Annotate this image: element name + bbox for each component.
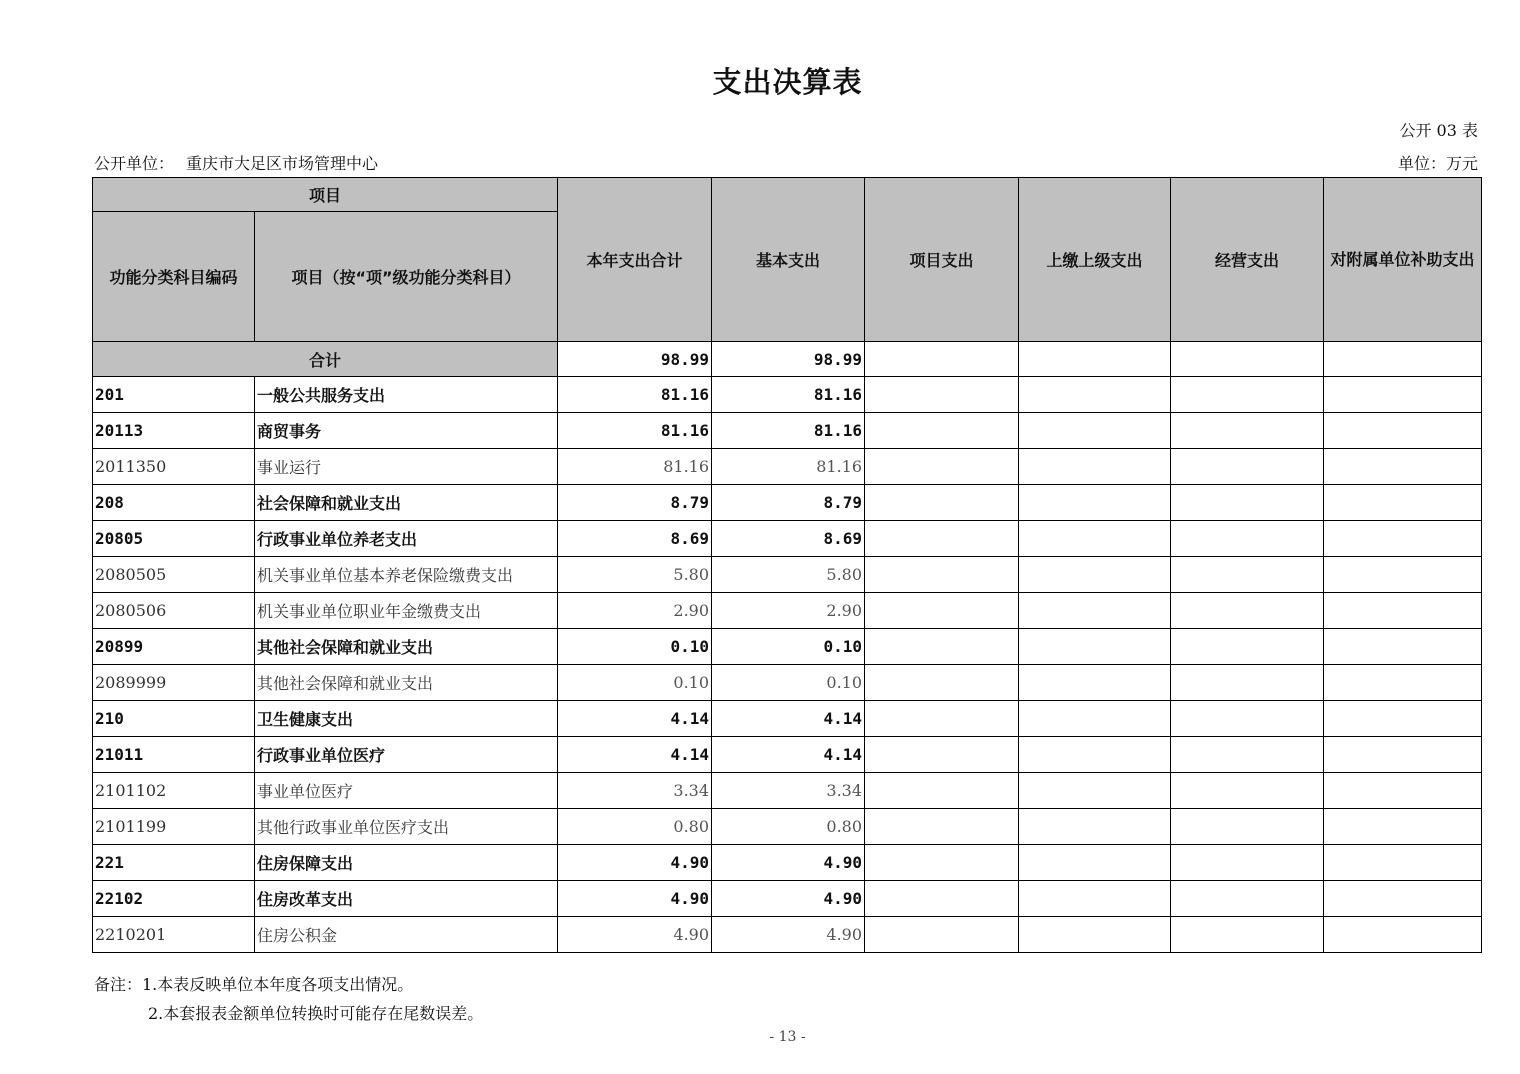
cell-upper bbox=[1019, 845, 1171, 881]
cell-business bbox=[1171, 665, 1324, 701]
header-code: 功能分类科目编码 bbox=[93, 212, 255, 342]
cell-project bbox=[865, 593, 1019, 629]
cell-name: 事业单位医疗 bbox=[255, 773, 558, 809]
summary-basic: 98.99 bbox=[712, 342, 865, 377]
summary-upper bbox=[1019, 342, 1171, 377]
cell-name: 行政事业单位医疗 bbox=[255, 737, 558, 773]
cell-total: 3.34 bbox=[558, 773, 712, 809]
cell-business bbox=[1171, 521, 1324, 557]
cell-basic: 4.90 bbox=[712, 845, 865, 881]
cell-subsidy bbox=[1324, 665, 1482, 701]
header-subsidy: 对附属单位补助支出 bbox=[1324, 178, 1482, 342]
cell-name: 卫生健康支出 bbox=[255, 701, 558, 737]
note-1: 备注：1.本表反映单位本年度各项支出情况。 bbox=[94, 975, 414, 994]
cell-basic: 4.90 bbox=[712, 881, 865, 917]
cell-total: 4.14 bbox=[558, 701, 712, 737]
cell-total: 2.90 bbox=[558, 593, 712, 629]
cell-name: 其他社会保障和就业支出 bbox=[255, 629, 558, 665]
table-row bbox=[93, 773, 1482, 809]
cell-subsidy bbox=[1324, 449, 1482, 485]
cell-total: 0.80 bbox=[558, 809, 712, 845]
cell-upper bbox=[1019, 737, 1171, 773]
table-row bbox=[93, 557, 1482, 593]
cell-project bbox=[865, 521, 1019, 557]
summary-business bbox=[1171, 342, 1324, 377]
summary-row bbox=[93, 342, 1482, 377]
cell-project bbox=[865, 449, 1019, 485]
cell-business bbox=[1171, 377, 1324, 413]
cell-code: 21011 bbox=[93, 737, 255, 773]
cell-total: 4.90 bbox=[558, 845, 712, 881]
table-row bbox=[93, 809, 1482, 845]
cell-project bbox=[865, 881, 1019, 917]
cell-total: 81.16 bbox=[558, 413, 712, 449]
summary-total: 98.99 bbox=[558, 342, 712, 377]
cell-upper bbox=[1019, 701, 1171, 737]
cell-total: 8.69 bbox=[558, 521, 712, 557]
cell-name: 行政事业单位养老支出 bbox=[255, 521, 558, 557]
page-title: 支出决算表 bbox=[712, 65, 863, 99]
table-row bbox=[93, 521, 1482, 557]
summary-label: 合计 bbox=[93, 342, 558, 377]
table-row bbox=[93, 701, 1482, 737]
reporting-unit-name: 重庆市大足区市场管理中心 bbox=[186, 154, 379, 173]
cell-name: 一般公共服务支出 bbox=[255, 377, 558, 413]
form-number: 公开 03 表 bbox=[1399, 121, 1478, 140]
table-row bbox=[93, 593, 1482, 629]
cell-business bbox=[1171, 485, 1324, 521]
cell-code: 2101102 bbox=[93, 773, 255, 809]
header-project: 项目支出 bbox=[865, 178, 1019, 342]
cell-subsidy bbox=[1324, 809, 1482, 845]
table-row bbox=[93, 917, 1482, 953]
cell-project bbox=[865, 809, 1019, 845]
cell-project bbox=[865, 845, 1019, 881]
cell-total: 4.90 bbox=[558, 881, 712, 917]
table-row bbox=[93, 449, 1482, 485]
cell-project bbox=[865, 413, 1019, 449]
notes bbox=[94, 970, 483, 1028]
cell-upper bbox=[1019, 773, 1171, 809]
cell-business bbox=[1171, 737, 1324, 773]
cell-total: 0.10 bbox=[558, 665, 712, 701]
cell-business bbox=[1171, 809, 1324, 845]
cell-basic: 81.16 bbox=[712, 449, 865, 485]
table-row bbox=[93, 485, 1482, 521]
cell-business bbox=[1171, 881, 1324, 917]
cell-basic: 2.90 bbox=[712, 593, 865, 629]
cell-subsidy bbox=[1324, 773, 1482, 809]
cell-code: 20805 bbox=[93, 521, 255, 557]
cell-project bbox=[865, 377, 1019, 413]
cell-name: 住房公积金 bbox=[255, 917, 558, 953]
cell-business bbox=[1171, 449, 1324, 485]
reporting-unit-label: 公开单位： bbox=[94, 154, 175, 173]
table-row bbox=[93, 665, 1482, 701]
cell-total: 4.14 bbox=[558, 737, 712, 773]
cell-business bbox=[1171, 629, 1324, 665]
header-business: 经营支出 bbox=[1171, 178, 1324, 342]
header-upper: 上缴上级支出 bbox=[1019, 178, 1171, 342]
cell-code: 20899 bbox=[93, 629, 255, 665]
cell-business bbox=[1171, 593, 1324, 629]
cell-business bbox=[1171, 701, 1324, 737]
cell-name: 住房保障支出 bbox=[255, 845, 558, 881]
cell-total: 81.16 bbox=[558, 449, 712, 485]
cell-business bbox=[1171, 557, 1324, 593]
header-total: 本年支出合计 bbox=[558, 178, 712, 342]
expenditure-table bbox=[92, 177, 1482, 953]
cell-name: 机关事业单位基本养老保险缴费支出 bbox=[255, 557, 558, 593]
cell-project bbox=[865, 917, 1019, 953]
cell-project bbox=[865, 737, 1019, 773]
cell-subsidy bbox=[1324, 737, 1482, 773]
header-name: 项目（按“项”级功能分类科目） bbox=[255, 212, 558, 342]
cell-code: 2080505 bbox=[93, 557, 255, 593]
cell-project bbox=[865, 629, 1019, 665]
cell-basic: 4.14 bbox=[712, 701, 865, 737]
cell-upper bbox=[1019, 557, 1171, 593]
cell-subsidy bbox=[1324, 701, 1482, 737]
cell-upper bbox=[1019, 449, 1171, 485]
cell-project bbox=[865, 665, 1019, 701]
cell-basic: 81.16 bbox=[712, 377, 865, 413]
table-row bbox=[93, 845, 1482, 881]
cell-basic: 0.10 bbox=[712, 665, 865, 701]
cell-code: 210 bbox=[93, 701, 255, 737]
cell-total: 4.90 bbox=[558, 917, 712, 953]
summary-subsidy bbox=[1324, 342, 1482, 377]
cell-business bbox=[1171, 773, 1324, 809]
cell-total: 0.10 bbox=[558, 629, 712, 665]
cell-subsidy bbox=[1324, 629, 1482, 665]
cell-total: 8.79 bbox=[558, 485, 712, 521]
cell-subsidy bbox=[1324, 917, 1482, 953]
reporting-unit bbox=[94, 151, 378, 174]
header-item-group: 项目 bbox=[93, 178, 558, 212]
cell-basic: 0.80 bbox=[712, 809, 865, 845]
cell-project bbox=[865, 485, 1019, 521]
cell-business bbox=[1171, 845, 1324, 881]
cell-code: 2101199 bbox=[93, 809, 255, 845]
summary-project bbox=[865, 342, 1019, 377]
cell-code: 2080506 bbox=[93, 593, 255, 629]
cell-total: 5.80 bbox=[558, 557, 712, 593]
cell-code: 208 bbox=[93, 485, 255, 521]
cell-basic: 5.80 bbox=[712, 557, 865, 593]
cell-project bbox=[865, 701, 1019, 737]
cell-project bbox=[865, 557, 1019, 593]
cell-basic: 8.69 bbox=[712, 521, 865, 557]
cell-upper bbox=[1019, 629, 1171, 665]
cell-basic: 81.16 bbox=[712, 413, 865, 449]
table-row bbox=[93, 737, 1482, 773]
cell-upper bbox=[1019, 593, 1171, 629]
cell-code: 2011350 bbox=[93, 449, 255, 485]
cell-name: 住房改革支出 bbox=[255, 881, 558, 917]
cell-upper bbox=[1019, 413, 1171, 449]
cell-code: 201 bbox=[93, 377, 255, 413]
cell-upper bbox=[1019, 377, 1171, 413]
cell-subsidy bbox=[1324, 557, 1482, 593]
cell-business bbox=[1171, 413, 1324, 449]
cell-basic: 0.10 bbox=[712, 629, 865, 665]
cell-basic: 3.34 bbox=[712, 773, 865, 809]
table-row bbox=[93, 413, 1482, 449]
header-basic: 基本支出 bbox=[712, 178, 865, 342]
cell-name: 其他社会保障和就业支出 bbox=[255, 665, 558, 701]
cell-name: 社会保障和就业支出 bbox=[255, 485, 558, 521]
cell-code: 221 bbox=[93, 845, 255, 881]
cell-upper bbox=[1019, 917, 1171, 953]
cell-name: 商贸事务 bbox=[255, 413, 558, 449]
cell-subsidy bbox=[1324, 845, 1482, 881]
cell-code: 20113 bbox=[93, 413, 255, 449]
cell-business bbox=[1171, 917, 1324, 953]
table-row bbox=[93, 629, 1482, 665]
cell-subsidy bbox=[1324, 485, 1482, 521]
cell-name: 机关事业单位职业年金缴费支出 bbox=[255, 593, 558, 629]
cell-basic: 8.79 bbox=[712, 485, 865, 521]
cell-upper bbox=[1019, 809, 1171, 845]
cell-subsidy bbox=[1324, 881, 1482, 917]
cell-name: 事业运行 bbox=[255, 449, 558, 485]
cell-name: 其他行政事业单位医疗支出 bbox=[255, 809, 558, 845]
cell-subsidy bbox=[1324, 521, 1482, 557]
cell-basic: 4.90 bbox=[712, 917, 865, 953]
cell-code: 2210201 bbox=[93, 917, 255, 953]
cell-total: 81.16 bbox=[558, 377, 712, 413]
cell-basic: 4.14 bbox=[712, 737, 865, 773]
currency-unit: 单位：万元 bbox=[1397, 154, 1478, 173]
cell-code: 2089999 bbox=[93, 665, 255, 701]
table-row bbox=[93, 881, 1482, 917]
cell-upper bbox=[1019, 521, 1171, 557]
cell-upper bbox=[1019, 665, 1171, 701]
table-row bbox=[93, 377, 1482, 413]
cell-project bbox=[865, 773, 1019, 809]
cell-subsidy bbox=[1324, 413, 1482, 449]
cell-subsidy bbox=[1324, 377, 1482, 413]
cell-upper bbox=[1019, 485, 1171, 521]
page-number: - 13 - bbox=[769, 1029, 806, 1045]
cell-code: 22102 bbox=[93, 881, 255, 917]
note-2: 2.本套报表金额单位转换时可能存在尾数误差。 bbox=[148, 1004, 484, 1023]
cell-subsidy bbox=[1324, 593, 1482, 629]
cell-upper bbox=[1019, 881, 1171, 917]
